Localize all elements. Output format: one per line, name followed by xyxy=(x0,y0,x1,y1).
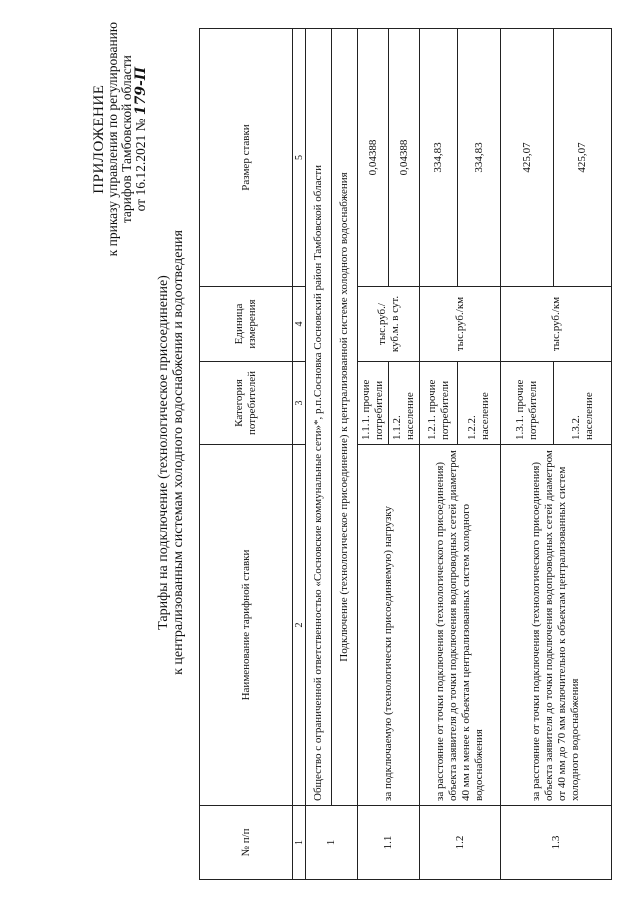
section-row xyxy=(332,29,358,880)
table-header-row xyxy=(200,29,293,880)
header-line-3 xyxy=(134,22,148,256)
header-unit: Единица измерения xyxy=(200,287,293,362)
category: 1.3.2. население xyxy=(554,362,612,445)
category: 1.1.2. население xyxy=(389,362,420,445)
header-rate: Размер ставки xyxy=(200,29,293,287)
header-num: № п/п xyxy=(200,806,293,880)
table-row xyxy=(420,29,458,880)
header-line-2: тарифов Тамбовской области xyxy=(119,55,134,224)
document-title xyxy=(156,0,186,905)
document-title-line-1: Тарифы на подключение (технологическое присоединение) xyxy=(156,275,171,630)
rate-name: за подключаемую (технологически присоединяемую) нагрузку xyxy=(358,445,420,806)
column-number: 2 xyxy=(293,445,306,806)
rate-name: за расстояние от точки подключения (технологического присоединения) объекта заявителя до точки подключения водопроводных сетей диаметром от 40 мм до 70 мм включительно к объектам централизованных систем холодного водоснабжения xyxy=(501,445,612,806)
rate-name: за расстояние от точки подключения (технологического присоединения) объекта заявителя до точки подключения водопроводных сетей диаметром 40 мм и менее к объектам централизованных систем холодного водоснабжения xyxy=(420,445,501,806)
column-number: 4 xyxy=(293,287,306,362)
column-number: 1 xyxy=(293,806,306,880)
rate-value: 0,04388 xyxy=(389,29,420,287)
table-row xyxy=(501,29,554,880)
unit: тыс.руб./км xyxy=(420,287,501,362)
row-num: 1.2 xyxy=(420,806,501,880)
category: 1.1.1. прочие потребители xyxy=(358,362,389,445)
unit: тыс.руб./км xyxy=(501,287,612,362)
category: 1.2.2. население xyxy=(458,362,501,445)
column-number: 5 xyxy=(293,29,306,287)
document-title-line-2: к централизованным системам холодного водоснабжения и водоотведения xyxy=(171,230,186,675)
rate-value: 334,83 xyxy=(458,29,501,287)
header-rate-name: Наименование тарифной ставки xyxy=(200,445,293,806)
organization-row xyxy=(306,29,332,880)
row-num: 1.1 xyxy=(358,806,420,880)
rate-value: 0,04388 xyxy=(358,29,389,287)
column-number-row xyxy=(293,29,306,880)
rate-value: 425,07 xyxy=(501,29,554,287)
organization-name: Общество с ограниченной ответственностью «Сосновские коммунальные сети»*, р.п.Сосновка Сосновский район Тамбовской области xyxy=(306,29,332,806)
appendix-title: ПРИЛОЖЕНИЕ xyxy=(91,84,107,194)
category: 1.2.1. прочие потребители xyxy=(420,362,458,445)
handwritten-order-number: 179-П xyxy=(133,66,149,116)
header-line-1: к приказу управления по регулированию xyxy=(105,22,120,257)
approval-header xyxy=(92,22,148,256)
rate-value: 425,07 xyxy=(554,29,612,287)
order-date: от 16.12.2021 № xyxy=(133,118,148,212)
header-category: Категория потребителей xyxy=(200,362,293,445)
category: 1.3.1. прочие потребители xyxy=(501,362,554,445)
column-number: 3 xyxy=(293,362,306,445)
section-title: Подключение (технологическое присоединение) к централизованной системе холодного водоснабжения xyxy=(332,29,358,806)
row-num: 1.3 xyxy=(501,806,612,880)
table-row xyxy=(358,29,389,880)
unit: тыс.руб./ куб.м. в сут. xyxy=(358,287,420,362)
tariff-table xyxy=(199,28,612,880)
rate-value: 334,83 xyxy=(420,29,458,287)
org-num: 1 xyxy=(306,806,358,880)
